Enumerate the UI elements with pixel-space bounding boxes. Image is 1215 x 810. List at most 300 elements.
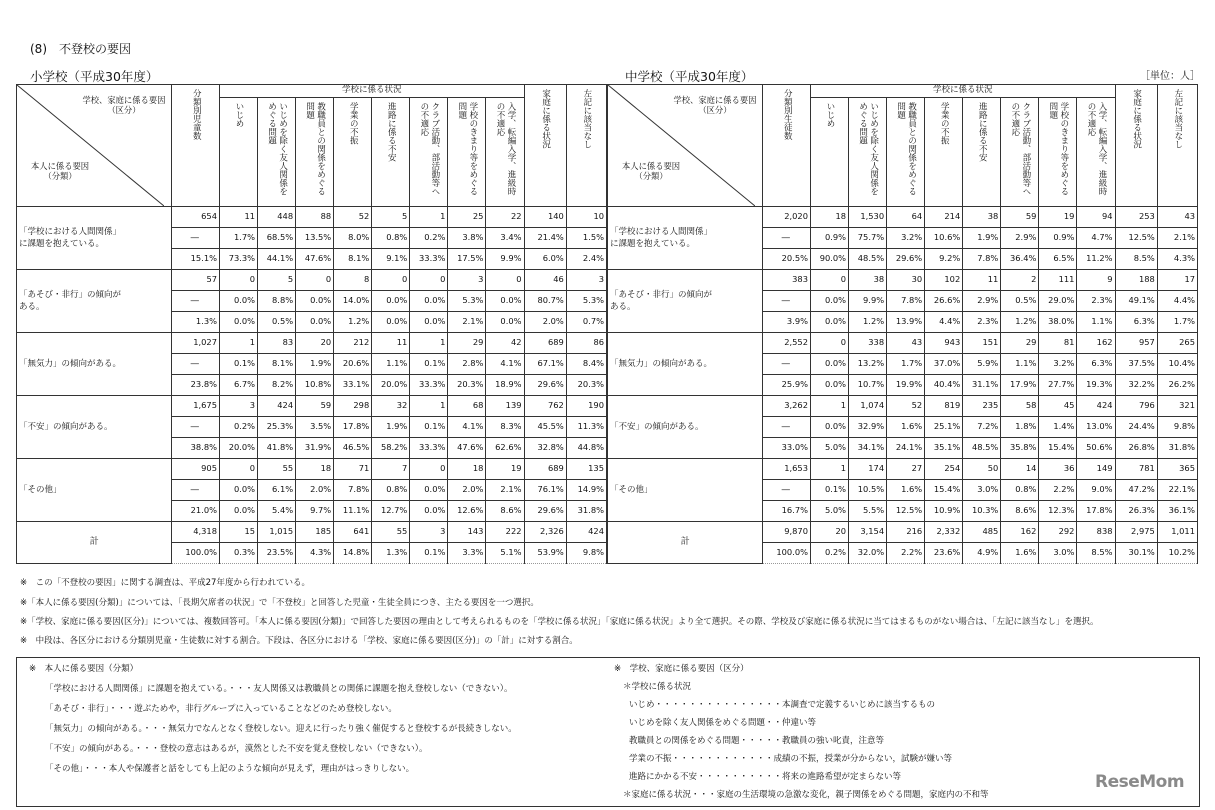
table-cell: 19.3%	[1077, 375, 1115, 396]
table-cell: 1.9%	[296, 354, 334, 375]
table-cell: 1	[220, 333, 258, 354]
table-cell: 10.4%	[1157, 354, 1197, 375]
row-label: 「不安」の傾向がある。	[608, 396, 763, 459]
table-cell: 35.8%	[1001, 438, 1039, 459]
middle-school-table	[607, 84, 1198, 564]
table-cell: 0	[486, 270, 524, 291]
table-cell: 19	[1039, 207, 1077, 228]
row-label: 「その他」	[608, 459, 763, 522]
table-cell: 185	[296, 522, 334, 543]
table-cell: 73.3%	[220, 249, 258, 270]
table-cell: 0.0%	[811, 312, 849, 333]
table-cell: 6.3%	[1115, 312, 1157, 333]
school-factor-column-header	[296, 98, 334, 207]
table-cell: 689	[524, 459, 566, 480]
table-cell: 38.8%	[172, 438, 220, 459]
table-cell: 20.3%	[448, 375, 486, 396]
personal-factor-definition: 「あそび・非行」・・・遊ぶためや，非行グループに入っていることなどのため登校しない。	[45, 704, 397, 714]
table-cell: 58.2%	[372, 438, 410, 459]
table-cell: 20.5%	[763, 249, 811, 270]
table-cell: 5.5%	[849, 501, 887, 522]
table-cell: 9.7%	[296, 501, 334, 522]
table-cell: 140	[524, 207, 566, 228]
table-cell: 188	[1115, 270, 1157, 291]
corner-top-label: 学校、家庭に係る要因 （区分）	[673, 95, 757, 115]
row-label: 「無気力」の傾向がある。	[608, 333, 763, 396]
table-cell: 8.5%	[1115, 249, 1157, 270]
table-cell: 9,870	[763, 522, 811, 543]
school-factor-definition: 進路にかかる不安・・・・・・・・・・将来の進路希望が定まらない等	[629, 772, 902, 782]
table-cell: 46.5%	[334, 438, 372, 459]
school-factor-column-header	[1077, 98, 1115, 207]
table-cell: 11	[963, 270, 1001, 291]
table-cell: 38.0%	[1039, 312, 1077, 333]
table-cell: 33.3%	[410, 375, 448, 396]
school-factor-column-header	[1001, 98, 1039, 207]
table-cell: 5.1%	[486, 543, 524, 564]
table-cell: 5	[372, 207, 410, 228]
resemom-logo: ReseMom	[1095, 772, 1185, 792]
corner-bottom-label: 本人に係る要因 （分類）	[31, 161, 90, 181]
table-cell: 15.4%	[1039, 438, 1077, 459]
table-cell: 6.0%	[524, 249, 566, 270]
table-cell: 71	[334, 459, 372, 480]
table-cell: 1.6%	[1001, 543, 1039, 564]
table-cell: 81	[1039, 333, 1077, 354]
table-cell: 4.1%	[448, 417, 486, 438]
table-cell: 50.6%	[1077, 438, 1115, 459]
table-cell: 17.5%	[448, 249, 486, 270]
table-cell: ―	[763, 228, 811, 249]
table-cell: 29	[1001, 333, 1039, 354]
table-row	[608, 396, 1198, 417]
table-cell: 0.1%	[410, 543, 448, 564]
table-cell: 819	[925, 396, 963, 417]
table-cell: 4.3%	[1157, 249, 1197, 270]
table-cell: 29.6%	[887, 249, 925, 270]
table-cell: 67.1%	[524, 354, 566, 375]
column-header-label: いじめを除く友人関係をめぐる問題	[266, 102, 288, 196]
table-cell: 0.0%	[220, 312, 258, 333]
table-cell: 49.1%	[1115, 291, 1157, 312]
table-cell: 14.8%	[334, 543, 372, 564]
table-cell: 20.6%	[334, 354, 372, 375]
table-cell: 6.3%	[1077, 354, 1115, 375]
table-cell: 48.5%	[849, 249, 887, 270]
table-cell: 24.1%	[887, 438, 925, 459]
table-cell: 20	[811, 522, 849, 543]
table-cell: 29.6%	[524, 375, 566, 396]
table-cell: 6.7%	[220, 375, 258, 396]
table-cell: 26.3%	[1115, 501, 1157, 522]
table-cell: 32.0%	[849, 543, 887, 564]
table-cell: 9.2%	[925, 249, 963, 270]
table-cell: 43	[887, 333, 925, 354]
table-cell: 0.0%	[486, 291, 524, 312]
personal-factor-definition: 「その他」・・・本人や保護者と話をしても上記のような傾向が見えず，理由がはっきりしない。	[45, 764, 415, 774]
table-cell: 2	[1001, 270, 1039, 291]
table-cell: 321	[1157, 396, 1197, 417]
table-cell: 424	[566, 522, 606, 543]
table-cell: 58	[1001, 396, 1039, 417]
table-cell: 8.0%	[334, 228, 372, 249]
table-cell: 1.1%	[1077, 312, 1115, 333]
table-cell: 4.7%	[1077, 228, 1115, 249]
column-header-label: 教職員との関係をめぐる問題	[895, 102, 917, 196]
table-cell: 4.9%	[963, 543, 1001, 564]
table-cell: 0.0%	[220, 501, 258, 522]
school-factor-column-header	[925, 98, 963, 207]
table-cell: 11.3%	[566, 417, 606, 438]
table-cell: 12.5%	[887, 501, 925, 522]
table-cell: 0.0%	[220, 480, 258, 501]
table-cell: 0.1%	[410, 354, 448, 375]
family-factor-definition: ＊家庭に係る状況・・・家庭の生活環境の急激な変化，親子関係をめぐる問題，家庭内の不和等	[623, 790, 989, 800]
school-factor-definition: 学業の不振・・・・・・・・・・・・成績の不振，授業が分からない，試験が嫌い等	[629, 754, 953, 764]
table-cell: 16.7%	[763, 501, 811, 522]
table-cell: 44.1%	[258, 249, 296, 270]
school-factor-column-header	[963, 98, 1001, 207]
table-cell: 10.3%	[963, 501, 1001, 522]
table-cell: 905	[172, 459, 220, 480]
table-cell: 0.9%	[1039, 228, 1077, 249]
table-cell: 3.5%	[296, 417, 334, 438]
count-header-label: 分類別児童数	[191, 89, 202, 140]
table-cell: 29	[448, 333, 486, 354]
table-cell: 2.4%	[566, 249, 606, 270]
table-cell: 2.2%	[1039, 480, 1077, 501]
table-cell: 57	[172, 270, 220, 291]
note-4: ※ 中段は、各区分における分類別児童・生徒数に対する割合。下段は、各区分における「学校、家庭に係る要因(区分)」の「計」に対する割合。	[20, 636, 578, 646]
table-cell: 0	[372, 270, 410, 291]
count-header-label: 分類別生徒数	[782, 89, 793, 140]
table-cell: 1,074	[849, 396, 887, 417]
table-cell: 6.5%	[1039, 249, 1077, 270]
table-cell: 25	[448, 207, 486, 228]
school-factor-column-header	[448, 98, 486, 207]
school-factor-definition: いじめを除く友人関係をめぐる問題・・仲違い等	[629, 718, 817, 728]
table-cell: 12.6%	[448, 501, 486, 522]
middle-school-title: 中学校（平成30年度）	[625, 69, 754, 84]
table-cell: 5	[258, 270, 296, 291]
table-cell: 1	[410, 207, 448, 228]
table-cell: 2.8%	[448, 354, 486, 375]
table-cell: 2.3%	[1077, 291, 1115, 312]
column-header-label: いじめ	[234, 102, 245, 128]
corner-bottom-label: 本人に係る要因 （分類）	[622, 161, 681, 181]
table-cell: 31.9%	[296, 438, 334, 459]
personal-factor-definition: 「不安」の傾向がある。・・・登校の意志はあるが，漠然とした不安を覚え登校しない（できない）。	[45, 744, 428, 754]
table-cell: 30	[887, 270, 925, 291]
table-cell: 20.3%	[566, 375, 606, 396]
table-cell: 1.9%	[963, 228, 1001, 249]
table-cell: 4.1%	[486, 354, 524, 375]
table-cell: 0.0%	[811, 354, 849, 375]
table-cell: 3	[410, 522, 448, 543]
table-cell: 1.2%	[334, 312, 372, 333]
school-factor-column-header	[486, 98, 524, 207]
table-cell: 3	[220, 396, 258, 417]
column-header-label: 進路に係る不安	[977, 102, 988, 162]
table-cell: 8.3%	[486, 417, 524, 438]
table-cell: 0.2%	[220, 417, 258, 438]
table-cell: 292	[1039, 522, 1077, 543]
row-label: 「あそび・非行」の傾向が ある。	[608, 270, 763, 333]
table-cell: 40.4%	[925, 375, 963, 396]
table-cell: 3	[448, 270, 486, 291]
table-cell: 11	[372, 333, 410, 354]
table-cell: 4.3%	[296, 543, 334, 564]
table-cell: 24.4%	[1115, 417, 1157, 438]
table-cell: 8.2%	[258, 375, 296, 396]
table-cell: 83	[258, 333, 296, 354]
table-cell: 2.2%	[887, 543, 925, 564]
table-cell: 1.2%	[1001, 312, 1039, 333]
table-cell: 17.8%	[334, 417, 372, 438]
table-cell: 2.0%	[296, 480, 334, 501]
school-factor-column-header	[258, 98, 296, 207]
table-cell: 9.0%	[1077, 480, 1115, 501]
table-cell: 0	[220, 270, 258, 291]
table-row	[608, 459, 1198, 480]
table-cell: 1.2%	[849, 312, 887, 333]
table-cell: 0.0%	[296, 291, 334, 312]
definitions-box	[16, 657, 1200, 807]
table-cell: 0	[811, 333, 849, 354]
column-header-label: 学業の不振	[348, 102, 359, 145]
column-header-label: 入学、転編入学、進級時の不適応	[494, 102, 516, 196]
table-cell: 2.9%	[1001, 228, 1039, 249]
table-cell: 3.2%	[1039, 354, 1077, 375]
table-cell: 0	[410, 459, 448, 480]
school-factor-column-header	[887, 98, 925, 207]
table-cell: 1,011	[1157, 522, 1197, 543]
table-cell: 55	[258, 459, 296, 480]
table-cell: ―	[763, 480, 811, 501]
table-cell: 100.0%	[763, 543, 811, 564]
school-factor-column-header	[811, 98, 849, 207]
table-cell: 45.5%	[524, 417, 566, 438]
table-cell: 8.8%	[258, 291, 296, 312]
table-cell: 32.2%	[1115, 375, 1157, 396]
table-cell: 31.8%	[566, 501, 606, 522]
table-cell: 34.1%	[849, 438, 887, 459]
table-cell: 13.9%	[887, 312, 925, 333]
table-cell: 21.4%	[524, 228, 566, 249]
table-cell: 18.9%	[486, 375, 524, 396]
personal-factors-title: ※ 本人に係る要因（分類）	[29, 664, 139, 674]
school-family-factors-title: ※ 学校、家庭に係る要因（区分）	[614, 664, 749, 674]
table-cell: 41.8%	[258, 438, 296, 459]
table-cell: 10.7%	[849, 375, 887, 396]
table-cell: 1,015	[258, 522, 296, 543]
school-factor-column-header	[372, 98, 410, 207]
table-cell: 0.0%	[811, 291, 849, 312]
table-cell: 2.9%	[963, 291, 1001, 312]
table-cell: 424	[258, 396, 296, 417]
table-cell: 1.4%	[1039, 417, 1077, 438]
row-label: 「その他」	[17, 459, 172, 522]
table-cell: 90.0%	[811, 249, 849, 270]
elementary-table	[16, 84, 607, 564]
table-cell: 0.1%	[410, 417, 448, 438]
table-cell: 1.3%	[172, 312, 220, 333]
table-cell: 2.0%	[524, 312, 566, 333]
table-cell: 3,154	[849, 522, 887, 543]
school-factor-definition: いじめ・・・・・・・・・・・・・・・本調査で定義するいじめに該当するもの	[629, 700, 936, 710]
table-row	[608, 522, 1198, 543]
table-cell: 3,262	[763, 396, 811, 417]
table-row	[17, 333, 607, 354]
table-cell: 59	[296, 396, 334, 417]
table-cell: 222	[486, 522, 524, 543]
table-cell: 448	[258, 207, 296, 228]
table-cell: 29.6%	[524, 501, 566, 522]
table-cell: 1.1%	[372, 354, 410, 375]
table-cell: 36.1%	[1157, 501, 1197, 522]
table-cell: 47.6%	[448, 438, 486, 459]
table-cell: 31.1%	[963, 375, 1001, 396]
table-cell: 18	[448, 459, 486, 480]
table-cell: 2.1%	[1157, 228, 1197, 249]
table-cell: 1.5%	[566, 228, 606, 249]
table-cell: 0.5%	[258, 312, 296, 333]
table-cell: 212	[334, 333, 372, 354]
table-cell: 21.0%	[172, 501, 220, 522]
column-header-label: 学校のきまり等をめぐる問題	[456, 102, 478, 196]
header-corner-cell	[608, 85, 763, 207]
table-cell: 689	[524, 333, 566, 354]
table-cell: 1.7%	[887, 354, 925, 375]
school-factor-column-header	[849, 98, 887, 207]
personal-factor-definition: 「学校における人間関係」に課題を抱えている。・・・友人関係又は教職員との関係に課題を抱え登校しない（できない）。	[45, 684, 513, 694]
table-cell: ―	[763, 417, 811, 438]
table-cell: 18	[811, 207, 849, 228]
table-cell: 5.0%	[811, 501, 849, 522]
table-cell: 1.1%	[1001, 354, 1039, 375]
table-cell: 0.0%	[811, 417, 849, 438]
table-cell: 25.3%	[258, 417, 296, 438]
table-cell: 253	[1115, 207, 1157, 228]
table-cell: 46	[524, 270, 566, 291]
table-cell: 214	[925, 207, 963, 228]
table-cell: 38	[849, 270, 887, 291]
none-applicable-header	[566, 85, 606, 207]
table-cell: 8.1%	[334, 249, 372, 270]
table-cell: 76.1%	[524, 480, 566, 501]
table-cell: 2,326	[524, 522, 566, 543]
table-cell: 0	[811, 270, 849, 291]
table-cell: 15.1%	[172, 249, 220, 270]
table-cell: 1,675	[172, 396, 220, 417]
table-cell: 298	[334, 396, 372, 417]
table-cell: 7.8%	[963, 249, 1001, 270]
school-factor-column-header	[1039, 98, 1077, 207]
table-cell: 1.7%	[220, 228, 258, 249]
table-row	[17, 459, 607, 480]
table-cell: 2,975	[1115, 522, 1157, 543]
table-cell: 29.0%	[1039, 291, 1077, 312]
table-cell: 1,653	[763, 459, 811, 480]
column-header-label: 学校のきまり等をめぐる問題	[1047, 102, 1069, 196]
table-cell: 0.0%	[410, 501, 448, 522]
count-header	[763, 85, 811, 207]
table-cell: 88	[296, 207, 334, 228]
table-cell: 0	[410, 270, 448, 291]
table-cell: 1.9%	[372, 417, 410, 438]
none-applicable-header	[1157, 85, 1197, 207]
table-cell: 44.8%	[566, 438, 606, 459]
table-cell: 27.7%	[1039, 375, 1077, 396]
table-cell: 1.7%	[1157, 312, 1197, 333]
table-cell: 1	[410, 333, 448, 354]
table-cell: 26.2%	[1157, 375, 1197, 396]
table-cell: 35.1%	[925, 438, 963, 459]
table-cell: 59	[1001, 207, 1039, 228]
table-cell: 8.5%	[1077, 543, 1115, 564]
table-cell: 17.8%	[1077, 501, 1115, 522]
column-header-label: クラブ活動、部活動等への不適応	[418, 102, 440, 196]
table-cell: 11	[220, 207, 258, 228]
table-cell: 8.6%	[1001, 501, 1039, 522]
table-cell: 143	[448, 522, 486, 543]
table-cell: 781	[1115, 459, 1157, 480]
table-cell: 5.4%	[258, 501, 296, 522]
column-header-label: クラブ活動、部活動等への不適応	[1009, 102, 1031, 196]
table-cell: 36.4%	[1001, 249, 1039, 270]
table-cell: 27	[887, 459, 925, 480]
table-cell: 1.3%	[372, 543, 410, 564]
table-cell: 48.5%	[963, 438, 1001, 459]
table-cell: 9.8%	[566, 543, 606, 564]
table-row	[608, 270, 1198, 291]
table-cell: 8	[334, 270, 372, 291]
table-cell: 25.9%	[763, 375, 811, 396]
table-cell: ―	[172, 354, 220, 375]
table-cell: 383	[763, 270, 811, 291]
table-cell: 5.0%	[811, 438, 849, 459]
table-cell: 0.9%	[811, 228, 849, 249]
row-label: 「不安」の傾向がある。	[17, 396, 172, 459]
table-cell: 17.9%	[1001, 375, 1039, 396]
table-cell: 52	[887, 396, 925, 417]
table-cell: 62.6%	[486, 438, 524, 459]
table-cell: 654	[172, 207, 220, 228]
table-cell: 1	[811, 459, 849, 480]
table-cell: 3.0%	[1039, 543, 1077, 564]
table-cell: 190	[566, 396, 606, 417]
table-cell: 338	[849, 333, 887, 354]
school-factor-definition: 教職員との関係をめぐる問題・・・・・教職員の強い叱責，注意等	[629, 736, 885, 746]
unit-label: ［単位：人］	[1140, 71, 1200, 82]
table-cell: 20	[296, 333, 334, 354]
column-header-label: 入学、転編入学、進級時の不適応	[1085, 102, 1107, 196]
table-cell: 68.5%	[258, 228, 296, 249]
table-cell: 11.1%	[334, 501, 372, 522]
table-cell: 485	[963, 522, 1001, 543]
table-cell: 38	[963, 207, 1001, 228]
table-cell: 0.0%	[372, 312, 410, 333]
table-cell: 0.0%	[372, 291, 410, 312]
table-cell: 9	[1077, 270, 1115, 291]
table-cell: 9.1%	[372, 249, 410, 270]
table-cell: 6.1%	[258, 480, 296, 501]
table-cell: 216	[887, 522, 925, 543]
table-cell: 838	[1077, 522, 1115, 543]
table-cell: 32.8%	[524, 438, 566, 459]
table-cell: 11.2%	[1077, 249, 1115, 270]
table-cell: 0.0%	[410, 480, 448, 501]
